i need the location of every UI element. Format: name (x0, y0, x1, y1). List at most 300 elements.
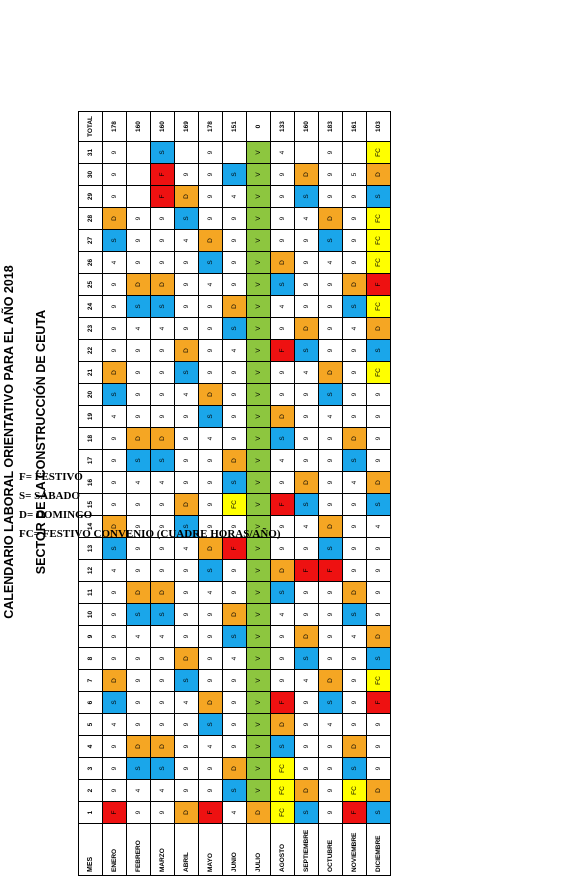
day-cell: 9 (151, 802, 175, 824)
day-cell: 4 (223, 340, 247, 362)
day-cell: S (151, 142, 175, 164)
day-cell: D (175, 802, 199, 824)
month-name: ENERO (103, 824, 127, 876)
legend (19, 468, 281, 544)
day-cell: V (247, 230, 271, 252)
day-cell: 4 (223, 802, 247, 824)
day-cell: 9 (271, 516, 295, 538)
day-cell: S (175, 208, 199, 230)
day-cell: S (295, 340, 319, 362)
month-row (319, 112, 343, 876)
day-cell: 9 (151, 230, 175, 252)
day-cell: D (223, 296, 247, 318)
day-cell: 4 (175, 538, 199, 560)
day-cell: D (127, 582, 151, 604)
day-cell: D (127, 428, 151, 450)
day-cell: 9 (151, 648, 175, 670)
day-cell: D (247, 802, 271, 824)
day-cell: 9 (151, 538, 175, 560)
day-cell: V (247, 736, 271, 758)
day-cell: D (103, 670, 127, 692)
day-cell: V (247, 186, 271, 208)
day-cell: 9 (151, 362, 175, 384)
day-cell: F (295, 560, 319, 582)
day-cell: 9 (127, 560, 151, 582)
day-cell: D (175, 186, 199, 208)
day-cell: S (343, 296, 367, 318)
day-cell: 9 (199, 670, 223, 692)
day-cell: 9 (295, 758, 319, 780)
day-cell: 4 (199, 582, 223, 604)
day-cell: D (223, 604, 247, 626)
day-cell: 9 (103, 428, 127, 450)
day-cell: V (247, 560, 271, 582)
legend-domingo: D= DOMINGO (19, 509, 93, 521)
day-cell: 9 (151, 560, 175, 582)
day-cell (127, 186, 151, 208)
day-header: 21 (79, 362, 103, 384)
day-cell: 9 (295, 384, 319, 406)
day-cell: V (247, 164, 271, 186)
day-cell: 9 (295, 450, 319, 472)
day-cell: 9 (343, 560, 367, 582)
day-cell: F (199, 802, 223, 824)
day-cell: 9 (199, 142, 223, 164)
day-cell: S (343, 450, 367, 472)
day-cell: 4 (151, 318, 175, 340)
day-cell: S (319, 230, 343, 252)
day-cell: 9 (343, 384, 367, 406)
day-cell: S (223, 472, 247, 494)
day-cell: S (103, 692, 127, 714)
day-cell: F (271, 340, 295, 362)
day-cell: 9 (151, 714, 175, 736)
day-cell: S (175, 362, 199, 384)
day-cell: 9 (343, 714, 367, 736)
day-cell: 9 (103, 164, 127, 186)
day-cell: 4 (127, 626, 151, 648)
day-cell: V (247, 252, 271, 274)
day-cell: D (271, 406, 295, 428)
day-cell: S (319, 692, 343, 714)
day-cell: V (247, 494, 271, 516)
day-cell: 9 (271, 208, 295, 230)
day-cell: 9 (367, 714, 391, 736)
day-cell: V (247, 670, 271, 692)
day-cell: D (151, 582, 175, 604)
day-cell (295, 142, 319, 164)
day-cell (343, 142, 367, 164)
day-header: 22 (79, 340, 103, 362)
month-total: 160 (295, 112, 319, 142)
day-cell: D (175, 494, 199, 516)
day-cell: D (271, 252, 295, 274)
day-cell: V (247, 780, 271, 802)
day-cell: 9 (367, 450, 391, 472)
day-header: 19 (79, 406, 103, 428)
day-cell: 9 (199, 604, 223, 626)
day-cell: S (367, 340, 391, 362)
day-cell: 9 (343, 494, 367, 516)
day-cell: V (247, 538, 271, 560)
day-cell: S (367, 802, 391, 824)
day-cell: 9 (343, 538, 367, 560)
day-cell: 9 (223, 670, 247, 692)
day-header: 23 (79, 318, 103, 340)
day-cell: S (343, 758, 367, 780)
day-cell: 9 (127, 384, 151, 406)
day-cell: 9 (223, 252, 247, 274)
day-cell: 4 (367, 516, 391, 538)
day-cell: 9 (175, 626, 199, 648)
day-cell: F (367, 274, 391, 296)
day-cell: S (223, 626, 247, 648)
day-cell: 9 (127, 670, 151, 692)
day-cell: 9 (343, 252, 367, 274)
day-cell: 9 (103, 494, 127, 516)
month-total: 161 (343, 112, 367, 142)
month-total: 160 (127, 112, 151, 142)
day-cell: S (103, 230, 127, 252)
day-cell: S (151, 450, 175, 472)
day-cell: 9 (127, 538, 151, 560)
day-cell: D (319, 670, 343, 692)
day-cell: 9 (103, 604, 127, 626)
day-cell: D (367, 318, 391, 340)
day-cell: V (247, 714, 271, 736)
day-cell: 9 (103, 450, 127, 472)
day-cell: 9 (319, 340, 343, 362)
day-cell: F (319, 560, 343, 582)
day-cell: D (367, 164, 391, 186)
day-cell: 4 (103, 714, 127, 736)
day-cell: 9 (127, 714, 151, 736)
day-cell: FC (271, 780, 295, 802)
day-cell: S (295, 648, 319, 670)
day-cell: 9 (199, 296, 223, 318)
day-cell: 9 (295, 582, 319, 604)
day-cell: 9 (319, 758, 343, 780)
day-cell: 9 (319, 318, 343, 340)
day-cell: 4 (343, 318, 367, 340)
day-cell: D (319, 516, 343, 538)
day-cell: S (271, 582, 295, 604)
day-cell: S (127, 604, 151, 626)
day-cell: 9 (295, 428, 319, 450)
day-cell: D (367, 626, 391, 648)
day-cell: 9 (151, 208, 175, 230)
day-cell: 9 (199, 648, 223, 670)
month-total: 178 (103, 112, 127, 142)
day-cell: V (247, 362, 271, 384)
day-cell: 4 (199, 736, 223, 758)
day-cell: 9 (175, 560, 199, 582)
day-cell: 9 (343, 208, 367, 230)
day-cell: 9 (223, 406, 247, 428)
day-cell: 9 (319, 450, 343, 472)
day-cell: 4 (127, 780, 151, 802)
month-total: 151 (223, 112, 247, 142)
day-cell: FC (223, 494, 247, 516)
day-cell: D (175, 340, 199, 362)
day-cell: 9 (319, 582, 343, 604)
day-header: 30 (79, 164, 103, 186)
day-cell: FC (367, 296, 391, 318)
day-cell: D (319, 362, 343, 384)
day-cell: 4 (295, 516, 319, 538)
day-cell: 9 (103, 142, 127, 164)
day-cell (223, 142, 247, 164)
day-cell: F (343, 802, 367, 824)
day-cell: 4 (103, 252, 127, 274)
day-cell: 9 (127, 692, 151, 714)
day-cell: 9 (199, 450, 223, 472)
day-cell: 4 (319, 714, 343, 736)
day-cell: 4 (271, 450, 295, 472)
day-cell: 9 (127, 230, 151, 252)
month-name: MARZO (151, 824, 175, 876)
day-cell: 9 (103, 648, 127, 670)
day-cell: 9 (103, 758, 127, 780)
day-cell: 9 (295, 604, 319, 626)
day-cell: D (127, 274, 151, 296)
header-label: MES (79, 824, 103, 876)
day-cell: 9 (271, 384, 295, 406)
day-cell: 9 (343, 340, 367, 362)
day-cell: 4 (343, 472, 367, 494)
day-cell: F (271, 692, 295, 714)
day-cell: 9 (271, 472, 295, 494)
day-cell: V (247, 516, 271, 538)
day-cell: S (151, 296, 175, 318)
day-cell: S (367, 186, 391, 208)
day-cell: S (343, 604, 367, 626)
day-cell: 9 (175, 472, 199, 494)
day-cell: V (247, 450, 271, 472)
day-cell: F (103, 802, 127, 824)
day-cell: 9 (343, 692, 367, 714)
day-cell: FC (343, 780, 367, 802)
day-header: 4 (79, 736, 103, 758)
day-cell: S (199, 560, 223, 582)
day-cell: 9 (127, 252, 151, 274)
month-name: OCTUBRE (319, 824, 343, 876)
day-cell: D (223, 450, 247, 472)
day-cell: V (247, 208, 271, 230)
day-cell: 4 (151, 472, 175, 494)
day-header: 15 (79, 494, 103, 516)
day-cell: S (271, 428, 295, 450)
day-cell: 4 (175, 692, 199, 714)
day-cell: 9 (127, 208, 151, 230)
day-cell: 4 (295, 208, 319, 230)
day-cell: 9 (127, 802, 151, 824)
day-cell: 9 (223, 274, 247, 296)
day-cell: 9 (223, 428, 247, 450)
day-cell: 9 (151, 406, 175, 428)
month-name: ABRIL (175, 824, 199, 876)
day-cell: 9 (367, 582, 391, 604)
day-cell: 9 (151, 340, 175, 362)
day-cell: 9 (175, 758, 199, 780)
day-cell: 9 (295, 296, 319, 318)
day-cell: 9 (295, 252, 319, 274)
day-cell: 9 (343, 648, 367, 670)
day-header: 29 (79, 186, 103, 208)
day-cell: 9 (175, 714, 199, 736)
day-cell: D (367, 780, 391, 802)
day-cell: V (247, 648, 271, 670)
day-cell: 9 (175, 252, 199, 274)
day-cell: 9 (175, 450, 199, 472)
day-cell: 9 (175, 164, 199, 186)
day-cell: 9 (367, 736, 391, 758)
day-cell: 9 (151, 494, 175, 516)
day-cell: 9 (223, 516, 247, 538)
day-cell: F (223, 538, 247, 560)
day-header: 12 (79, 560, 103, 582)
day-cell: S (295, 802, 319, 824)
day-cell: 9 (175, 582, 199, 604)
day-cell: 9 (103, 582, 127, 604)
day-cell: FC (367, 252, 391, 274)
day-cell: 9 (151, 252, 175, 274)
day-cell: S (127, 296, 151, 318)
day-cell: S (199, 252, 223, 274)
day-cell: 4 (343, 626, 367, 648)
day-cell: 9 (343, 186, 367, 208)
day-cell (175, 142, 199, 164)
day-cell: 9 (271, 164, 295, 186)
day-header: 24 (79, 296, 103, 318)
day-cell: S (199, 714, 223, 736)
day-cell: 9 (223, 230, 247, 252)
day-cell: D (343, 274, 367, 296)
day-cell: D (295, 318, 319, 340)
day-cell: 9 (199, 758, 223, 780)
month-total: 160 (151, 112, 175, 142)
day-cell: D (199, 384, 223, 406)
day-cell: 9 (103, 296, 127, 318)
day-cell: 9 (175, 296, 199, 318)
legend-sabado: S= SÁBADO (19, 490, 80, 502)
day-header: 11 (79, 582, 103, 604)
day-cell: 9 (319, 604, 343, 626)
day-cell: D (271, 560, 295, 582)
day-cell: 9 (223, 582, 247, 604)
day-cell: 9 (319, 186, 343, 208)
day-header: 20 (79, 384, 103, 406)
day-cell: S (295, 494, 319, 516)
day-cell: 9 (175, 780, 199, 802)
day-cell: 9 (295, 736, 319, 758)
day-cell: D (199, 692, 223, 714)
day-cell: 9 (175, 406, 199, 428)
day-cell: 9 (295, 230, 319, 252)
day-cell: S (295, 186, 319, 208)
day-cell: V (247, 626, 271, 648)
calendar-subtitle: SECTOR DE LA CONSTRUCCIÓN DE CEUTA (34, 309, 48, 575)
day-cell: 9 (199, 516, 223, 538)
day-cell: S (127, 758, 151, 780)
day-cell: 4 (319, 406, 343, 428)
day-cell: 9 (199, 186, 223, 208)
day-cell: D (295, 164, 319, 186)
day-cell: 9 (319, 648, 343, 670)
day-cell: S (175, 670, 199, 692)
day-cell: 9 (367, 428, 391, 450)
day-header: 5 (79, 714, 103, 736)
day-cell: 4 (271, 296, 295, 318)
month-total: 103 (367, 112, 391, 142)
day-cell: D (103, 516, 127, 538)
day-cell: 9 (103, 780, 127, 802)
day-cell: S (103, 384, 127, 406)
calendar-title: CALENDARIO LABORAL ORIENTATIVO PARA EL AÑO 2018 (2, 265, 16, 619)
day-cell: 9 (199, 340, 223, 362)
day-cell: D (223, 758, 247, 780)
day-cell: D (343, 736, 367, 758)
day-cell: 9 (319, 296, 343, 318)
day-cell: 9 (223, 208, 247, 230)
day-cell: D (151, 274, 175, 296)
day-cell: 9 (319, 274, 343, 296)
day-cell: 9 (295, 274, 319, 296)
day-cell: FC (367, 670, 391, 692)
day-cell: D (271, 714, 295, 736)
day-cell: 9 (103, 340, 127, 362)
day-cell: 5 (343, 164, 367, 186)
day-cell: D (367, 472, 391, 494)
day-cell: S (199, 406, 223, 428)
day-cell: 4 (271, 142, 295, 164)
day-cell: S (103, 538, 127, 560)
day-cell: S (271, 736, 295, 758)
day-cell: 9 (343, 362, 367, 384)
month-total: 133 (271, 112, 295, 142)
day-header: 16 (79, 472, 103, 494)
day-cell: 9 (271, 318, 295, 340)
month-row (295, 112, 319, 876)
day-cell: 9 (367, 406, 391, 428)
day-cell: 9 (223, 384, 247, 406)
day-cell: 9 (199, 626, 223, 648)
day-cell: 9 (367, 758, 391, 780)
day-cell: 9 (319, 142, 343, 164)
day-cell: 9 (199, 318, 223, 340)
day-cell: S (271, 274, 295, 296)
day-cell: 9 (367, 560, 391, 582)
day-cell: D (295, 626, 319, 648)
day-cell: 4 (103, 560, 127, 582)
day-cell: 9 (319, 472, 343, 494)
day-cell: D (127, 736, 151, 758)
day-cell: 4 (223, 186, 247, 208)
day-cell: D (343, 428, 367, 450)
day-cell: 9 (127, 340, 151, 362)
day-cell: 9 (223, 362, 247, 384)
day-cell: D (295, 472, 319, 494)
day-cell: 9 (223, 736, 247, 758)
day-cell: 9 (223, 560, 247, 582)
legend-festivo: F= FESTIVO (19, 471, 83, 483)
month-row (343, 112, 367, 876)
day-cell: FC (367, 208, 391, 230)
month-name: SEPTIEMBRE (295, 824, 319, 876)
day-cell: 9 (271, 362, 295, 384)
day-header: 14 (79, 516, 103, 538)
day-cell: V (247, 604, 271, 626)
